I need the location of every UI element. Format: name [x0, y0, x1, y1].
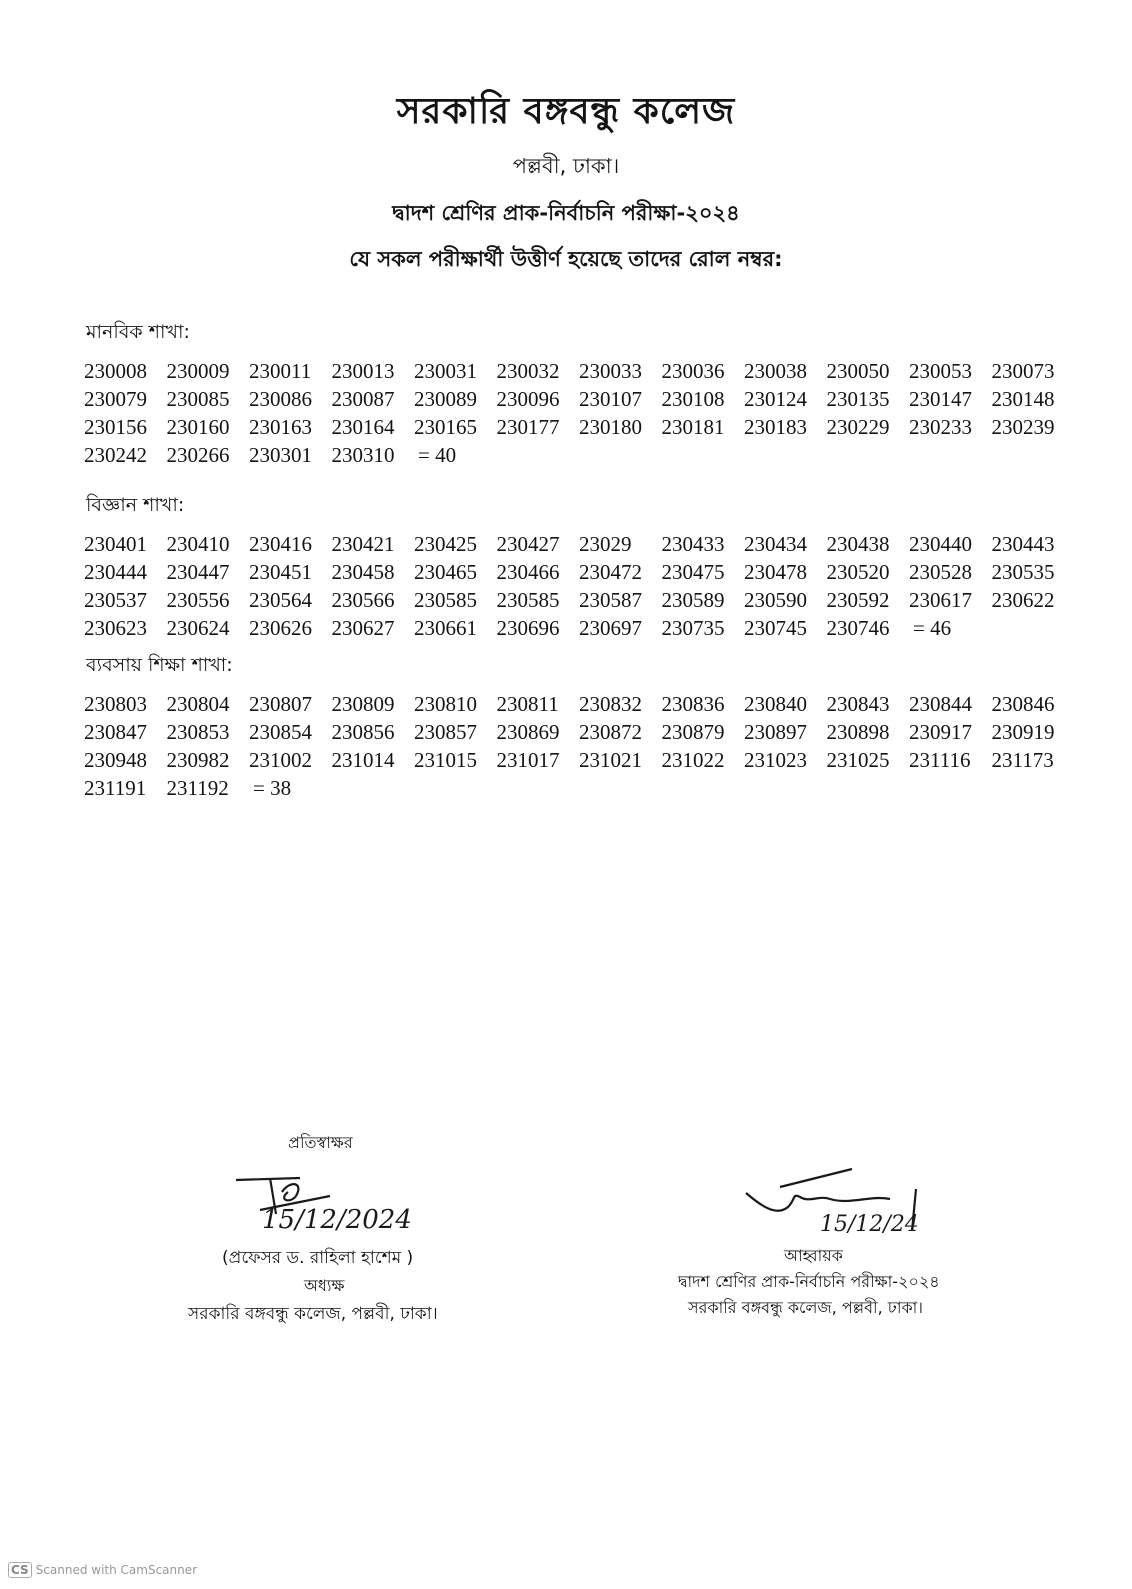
roll-list: [84, 693, 1074, 800]
section-title: বিজ্ঞান শাখা:: [86, 494, 185, 516]
roll-number: 230590: [744, 588, 807, 612]
roll-number: 230520: [826, 560, 890, 584]
roll-number: 230163: [249, 415, 312, 439]
section-total: = 40: [418, 443, 457, 467]
roll-number: 230410: [166, 532, 230, 556]
roll-number: 230089: [414, 387, 477, 411]
roll-number: 230096: [496, 387, 560, 411]
roll-number: 230623: [84, 616, 147, 640]
roll-number: 230233: [909, 415, 972, 439]
principal-designation: অধ্যক্ষ: [304, 1276, 345, 1295]
roll-number: 230427: [496, 532, 560, 556]
roll-number: 230537: [84, 588, 147, 612]
roll-number: 231021: [579, 748, 642, 772]
roll-number: 230624: [166, 616, 230, 640]
roll-number: 231022: [661, 748, 725, 772]
roll-number: 230147: [909, 387, 972, 411]
roll-number: 230466: [496, 560, 560, 584]
section-humanities: [84, 318, 1074, 467]
roll-number: 230181: [661, 415, 725, 439]
roll-number: 230031: [414, 359, 477, 383]
roll-number: 230854: [249, 720, 312, 744]
roll-number: 230124: [744, 387, 807, 411]
principal-institution: সরকারি বঙ্গবন্ধু কলেজ, পল্লবী, ঢাকা।: [188, 1304, 438, 1324]
scanner-footer: [8, 1562, 197, 1578]
roll-number: 230239: [991, 415, 1055, 439]
roll-number: 230535: [991, 560, 1055, 584]
college-location: পল্লবী, ঢাকা।: [512, 154, 620, 178]
roll-number: 230897: [744, 720, 807, 744]
roll-number: 230008: [84, 359, 147, 383]
roll-number: 230447: [166, 560, 230, 584]
roll-number: 230872: [579, 720, 642, 744]
roll-number: 230160: [166, 415, 230, 439]
roll-number: 230107: [579, 387, 642, 411]
roll-number: 230310: [331, 443, 395, 467]
convener-designation: আহ্বায়ক: [784, 1246, 843, 1265]
roll-number: 230440: [909, 532, 972, 556]
roll-number: 230032: [496, 359, 560, 383]
roll-number: 230879: [661, 720, 725, 744]
roll-number: 230696: [496, 616, 560, 640]
section-science: [84, 491, 1074, 640]
roll-number: 230401: [84, 532, 147, 556]
passed-list-title: যে সকল পরীক্ষার্থী উত্তীর্ণ হয়েছে তাদের রোল নম্বর:: [349, 247, 783, 271]
roll-number: 231002: [249, 748, 312, 772]
roll-number: 230566: [331, 588, 395, 612]
roll-number: 230917: [909, 720, 972, 744]
roll-number: 230451: [249, 560, 312, 584]
roll-list: [84, 360, 1074, 467]
roll-number: 230617: [909, 588, 972, 612]
roll-number: 230592: [826, 588, 890, 612]
scanner-text: Scanned with CamScanner: [35, 1563, 198, 1577]
roll-number: 230589: [661, 588, 725, 612]
convener-committee: দ্বাদশ শ্রেণির প্রাক-নির্বাচনি পরীক্ষা-২০২৪: [678, 1272, 940, 1291]
roll-number: 230465: [414, 560, 477, 584]
roll-number: 230177: [496, 415, 560, 439]
roll-number: 230982: [166, 748, 230, 772]
section-total: = 38: [253, 776, 292, 800]
roll-number: 230086: [249, 387, 312, 411]
roll-number: 230853: [166, 720, 230, 744]
roll-number: 230804: [166, 692, 230, 716]
roll-number: 230627: [331, 616, 395, 640]
roll-number: 230433: [661, 532, 725, 556]
roll-number: 230301: [249, 443, 312, 467]
roll-number: 230735: [661, 616, 725, 640]
principal-signature-date: 15/12/2024: [262, 1205, 412, 1235]
section-business-studies: [84, 651, 1074, 800]
roll-number: 230587: [579, 588, 642, 612]
roll-number: 230846: [991, 692, 1055, 716]
roll-number: 230475: [661, 560, 725, 584]
principal-name: (প্রফেসর ড. রাহিলা হাশেম ): [222, 1248, 414, 1268]
roll-number: 230421: [331, 532, 395, 556]
roll-number: 230434: [744, 532, 807, 556]
roll-number: 230229: [826, 415, 890, 439]
roll-number: 230079: [84, 387, 147, 411]
convener-institution: সরকারি বঙ্গবন্ধু কলেজ, পল্লবী, ঢাকা।: [688, 1298, 924, 1317]
roll-number: 230242: [84, 443, 147, 467]
roll-number: 231023: [744, 748, 807, 772]
roll-number: 230009: [166, 359, 230, 383]
roll-number: 230803: [84, 692, 147, 716]
roll-number: 230180: [579, 415, 642, 439]
roll-number: 230856: [331, 720, 395, 744]
roll-number: 230135: [826, 387, 890, 411]
roll-number: 230038: [744, 359, 807, 383]
roll-number: 230843: [826, 692, 890, 716]
roll-number: 230836: [661, 692, 725, 716]
roll-number: 230661: [414, 616, 477, 640]
camscanner-logo-icon: CS: [8, 1562, 32, 1578]
roll-number: 230857: [414, 720, 477, 744]
roll-number: 230622: [991, 588, 1055, 612]
convener-signature-date: 15/12/24: [820, 1212, 919, 1237]
section-title: মানবিক শাখা:: [86, 321, 190, 343]
roll-number: 230745: [744, 616, 807, 640]
roll-number: 230266: [166, 443, 230, 467]
roll-list: [84, 533, 1074, 640]
roll-number: 230832: [579, 692, 642, 716]
roll-number: 231025: [826, 748, 890, 772]
roll-number: 231173: [991, 748, 1054, 772]
roll-number: 230948: [84, 748, 147, 772]
roll-number: 230746: [826, 616, 890, 640]
roll-number: 230013: [331, 359, 395, 383]
roll-number: 230811: [496, 692, 559, 716]
section-total: = 46: [913, 616, 952, 640]
roll-number: 230416: [249, 532, 312, 556]
roll-number: 230585: [414, 588, 477, 612]
roll-number: 230478: [744, 560, 807, 584]
roll-number: 230148: [991, 387, 1055, 411]
roll-number: 230564: [249, 588, 312, 612]
roll-number: 230697: [579, 616, 642, 640]
roll-number: 230164: [331, 415, 395, 439]
roll-number: 230919: [991, 720, 1055, 744]
roll-number: 230425: [414, 532, 477, 556]
roll-number: 230869: [496, 720, 560, 744]
roll-number: 23029: [579, 532, 632, 556]
roll-number: 230165: [414, 415, 477, 439]
roll-number: 230898: [826, 720, 890, 744]
roll-number: 230011: [249, 359, 312, 383]
roll-number: 230183: [744, 415, 807, 439]
roll-number: 230809: [331, 692, 395, 716]
roll-number: 231015: [414, 748, 477, 772]
section-title: ব্যবসায় শিক্ষা শাখা:: [86, 654, 233, 676]
roll-number: 230847: [84, 720, 147, 744]
roll-number: 230472: [579, 560, 642, 584]
roll-number: 230087: [331, 387, 395, 411]
roll-number: 230626: [249, 616, 312, 640]
countersign-label: প্রতিস্বাক্ষর: [288, 1133, 353, 1152]
roll-number: 231014: [331, 748, 395, 772]
roll-number: 230036: [661, 359, 725, 383]
roll-number: 231116: [909, 748, 971, 772]
roll-number: 230108: [661, 387, 725, 411]
roll-number: 230156: [84, 415, 147, 439]
roll-number: 230033: [579, 359, 642, 383]
roll-number: 230844: [909, 692, 972, 716]
roll-number: 230443: [991, 532, 1055, 556]
roll-number: 230438: [826, 532, 890, 556]
roll-number: 230073: [991, 359, 1055, 383]
roll-number: 230053: [909, 359, 972, 383]
roll-number: 230528: [909, 560, 972, 584]
roll-number: 230585: [496, 588, 560, 612]
roll-number: 230444: [84, 560, 147, 584]
roll-number: 231017: [496, 748, 560, 772]
roll-number: 231192: [166, 776, 229, 800]
roll-number: 230810: [414, 692, 477, 716]
roll-number: 230556: [166, 588, 230, 612]
roll-number: 230458: [331, 560, 395, 584]
college-name: সরকারি বঙ্গবন্ধু কলেজ: [396, 91, 736, 132]
roll-number: 231191: [84, 776, 147, 800]
roll-number: 230840: [744, 692, 807, 716]
roll-number: 230807: [249, 692, 312, 716]
roll-number: 230085: [166, 387, 230, 411]
roll-number: 230050: [826, 359, 890, 383]
exam-title: দ্বাদশ শ্রেণির প্রাক-নির্বাচনি পরীক্ষা-২০২৪: [392, 201, 740, 225]
